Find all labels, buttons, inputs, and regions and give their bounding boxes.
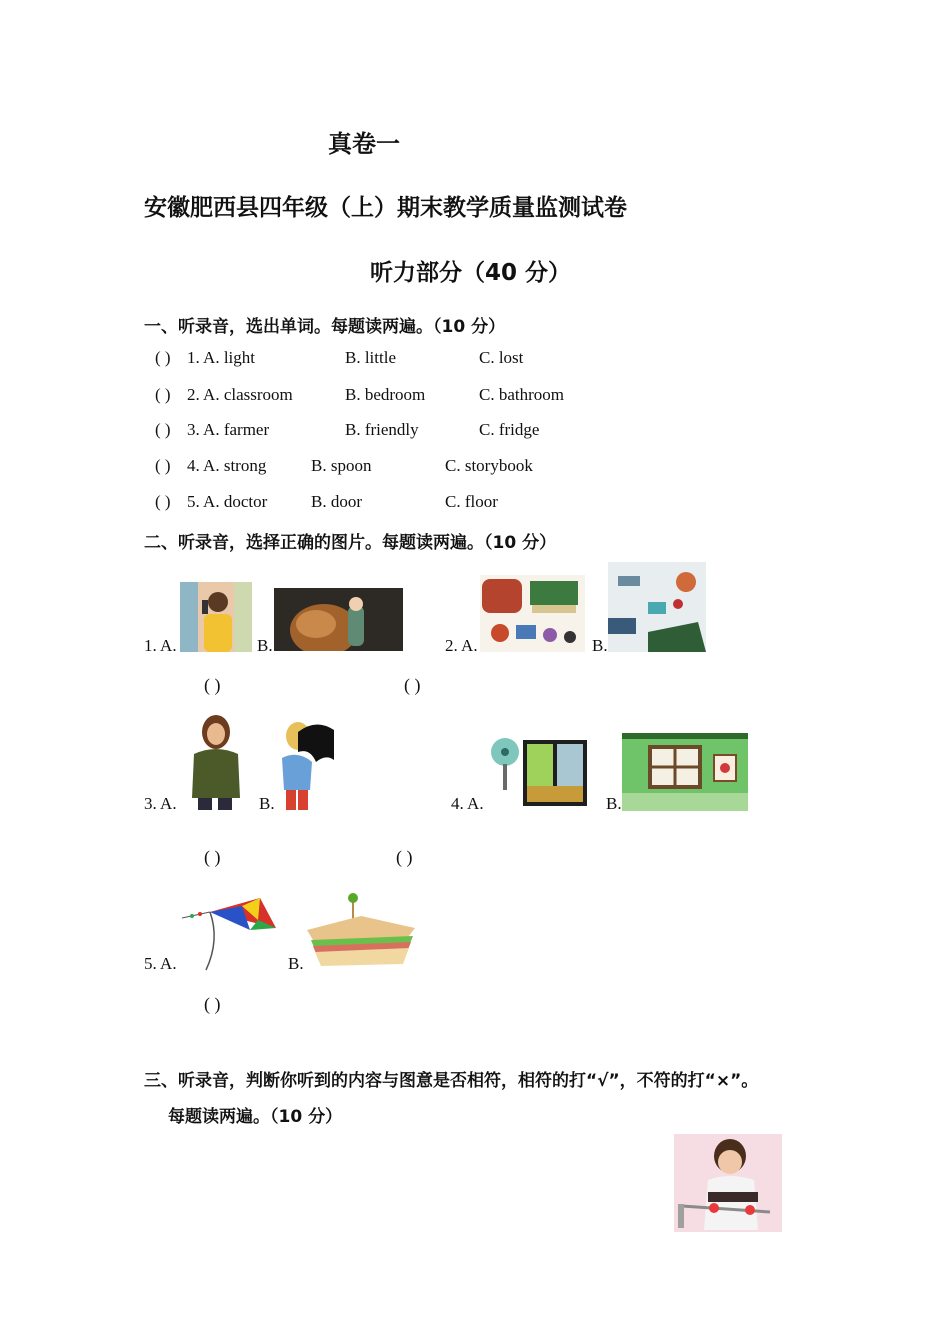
item2-answer-bracket[interactable]: ( ): [404, 675, 421, 695]
option-a: 1. A. light: [187, 348, 256, 367]
option-a: 4. A. strong: [187, 456, 267, 475]
exam-title: 安徽肥西县四年级（上）期末教学质量监测试卷: [144, 195, 627, 221]
option-c: C. storybook: [445, 456, 533, 475]
item3-answer-bracket[interactable]: ( ): [204, 847, 221, 867]
girl-covering-face-image[interactable]: [276, 718, 336, 810]
item5-a-label: 5. A.: [144, 954, 177, 973]
item3-b-label: B.: [259, 794, 275, 813]
kite-image[interactable]: [180, 884, 278, 972]
option-c: C. floor: [445, 492, 498, 511]
option-b: B. spoon: [311, 456, 372, 475]
boy-on-phone-image[interactable]: [180, 582, 252, 652]
answer-bracket[interactable]: ( ): [155, 492, 171, 511]
boy-with-broom-image[interactable]: [674, 1134, 782, 1232]
long-haired-boy-image[interactable]: [184, 714, 244, 810]
answer-bracket[interactable]: ( ): [155, 456, 171, 475]
option-b: B. little: [345, 348, 396, 367]
answer-bracket[interactable]: ( ): [155, 420, 171, 439]
section2-heading: 二、听录音，选择正确的图片。每题读两遍。（10 分）: [144, 533, 557, 553]
item1-a-label: 1. A.: [144, 636, 177, 655]
option-c: C. lost: [479, 348, 524, 367]
option-c: C. bathroom: [479, 385, 564, 404]
item3-a-label: 3. A.: [144, 794, 177, 813]
option-b: B. bedroom: [345, 385, 426, 404]
sandwich-image[interactable]: [305, 890, 418, 972]
item4-answer-bracket[interactable]: ( ): [396, 847, 413, 867]
item5-answer-bracket[interactable]: ( ): [204, 994, 221, 1014]
scattered-toys-image[interactable]: [608, 562, 706, 652]
section3-heading: 三、听录音，判断你听到的内容与图意是否相符，相符的打“√”，不符的打“×”。: [144, 1071, 759, 1091]
option-a: 5. A. doctor: [187, 492, 268, 511]
option-b: B. door: [311, 492, 362, 511]
answer-bracket[interactable]: ( ): [155, 348, 171, 367]
option-c: C. fridge: [479, 420, 540, 439]
section1-heading: 一、听录音，选出单词。每题读两遍。（10 分）: [144, 317, 506, 337]
part-title: 听力部分（40 分）: [370, 260, 572, 286]
answer-bracket[interactable]: ( ): [155, 385, 171, 404]
volume-title: 真卷一: [328, 130, 400, 158]
item1-answer-bracket[interactable]: ( ): [204, 675, 221, 695]
option-b: B. friendly: [345, 420, 419, 439]
option-a: 2. A. classroom: [187, 385, 293, 404]
item4-a-label: 4. A.: [451, 794, 484, 813]
item2-b-label: B.: [592, 636, 608, 655]
girl-brushing-hair-image[interactable]: [274, 588, 403, 651]
fan-and-window-image[interactable]: [487, 734, 601, 808]
item2-a-label: 2. A.: [445, 636, 478, 655]
option-a: 3. A. farmer: [187, 420, 270, 439]
messy-bag-toys-image[interactable]: [480, 575, 585, 652]
item4-b-label: B.: [606, 794, 622, 813]
section3-heading-line2: 每题读两遍。（10 分）: [168, 1107, 343, 1127]
green-wall-window-image[interactable]: [622, 733, 748, 811]
item5-b-label: B.: [288, 954, 304, 973]
item1-b-label: B.: [257, 636, 273, 655]
